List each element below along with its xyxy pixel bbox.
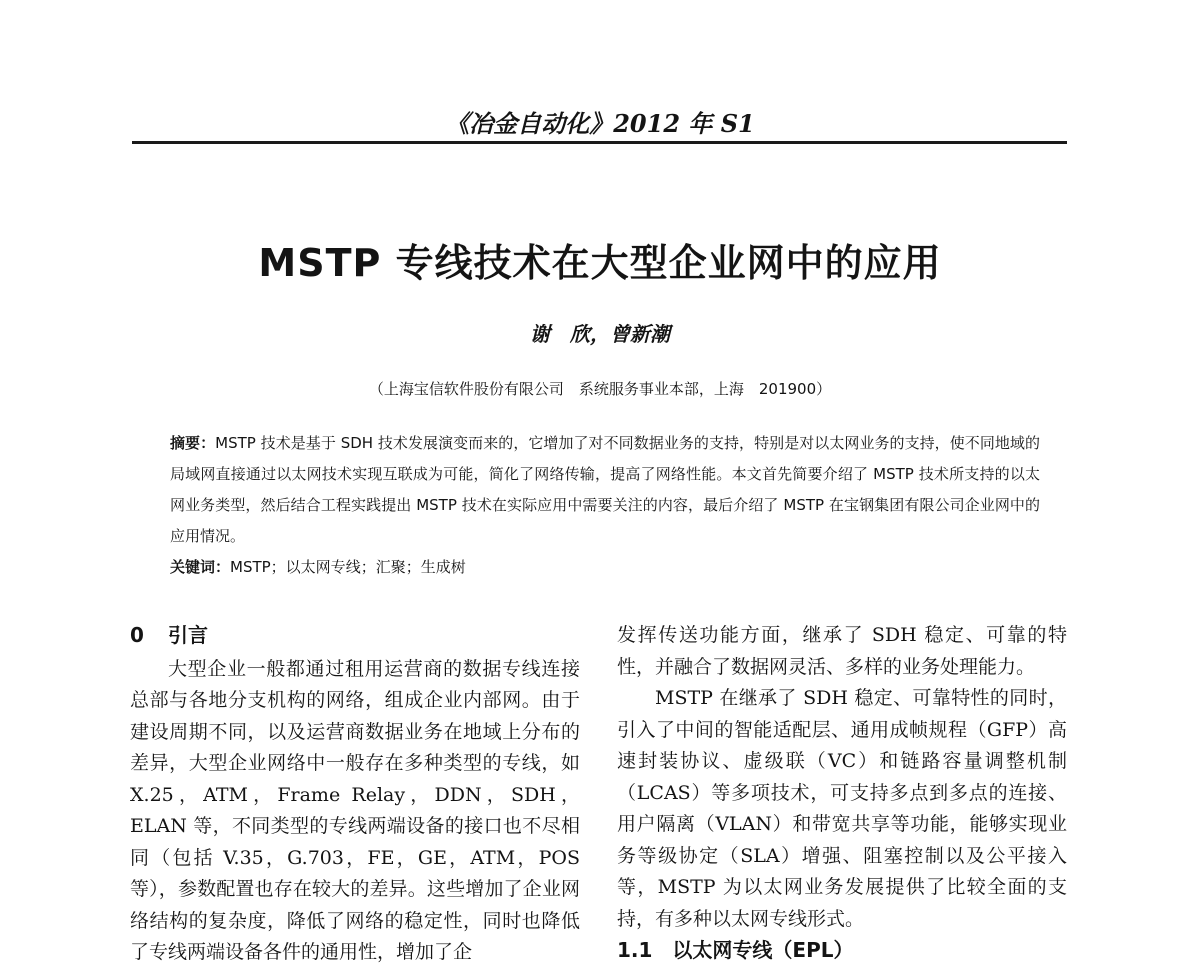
paper-authors: 谢 欣，曾新潮 — [530, 322, 670, 346]
paper-affiliation: （上海宝信软件股份有限公司 系统服务事业本部，上海 201900） — [368, 380, 832, 398]
abstract-paragraph — [170, 428, 1040, 552]
keywords-label: 关键词： — [170, 558, 231, 576]
header-rule — [132, 141, 1067, 144]
section-number: 0 — [130, 623, 144, 647]
left-column — [130, 620, 580, 969]
section-title: 引言 — [168, 623, 208, 647]
keywords-line — [170, 552, 1040, 583]
abstract-label: 摘要： — [170, 434, 216, 452]
keywords-text: MSTP；以太网专线；汇聚；生成树 — [230, 558, 466, 576]
subsection-heading-epl: 1.1 以太网专线（EPL） — [617, 938, 854, 962]
body-paragraph: 发挥传送功能方面，继承了 SDH 稳定、可靠的特性，并融合了数据网灵活、多样的业务处理能力。 — [617, 624, 1067, 678]
body-paragraph: 大型企业一般都通过租用运营商的数据专线连接总部与各地分支机构的网络，组成企业内部网。由于建设周期不同，以及运营商数据业务在地域上分布的差异，大型企业网络中一般存在多种类型的专线，如 X.25，ATM，Frame Relay，DDN，SDH，ELAN 等，不同类型的专线两端设备的接口也不尽相同（包括 V.35，G.703，FE，GE，ATM，POS 等），参数配置也存在较大的差异。这些增加了企业网络结构的复杂度，降低了网络的稳定性，同时也降低了专线两端设备各件的通用性，增加了企 — [130, 657, 580, 963]
section-heading-introduction — [130, 620, 580, 652]
abstract-text: MSTP 技术是基于 SDH 技术发展演变而来的，它增加了对不同数据业务的支持，特别是对以太网业务的支持，使不同地域的局域网直接通过以太网技术实现互联成为可能，简化了网络传输，提高了网络性能。本文首先简要介绍了 MSTP 技术所支持的以太网业务类型，然后结合工程实践提出 MSTP 技术在实际应用中需要关注的内容，最后介绍了 MSTP 在宝钢集团有限公司企业网中的应用情况。 — [170, 434, 1040, 545]
body-paragraph: MSTP 在继承了 SDH 稳定、可靠特性的同时，引入了中间的智能适配层、通用成帧规程（GFP）高速封装协议、虚级联（VC）和链路容量调整机制（LCAS）等多项技术，可支持多点到多点的连接、用户隔离（VLAN）和带宽共享等功能，能够实现业务等级协定（SLA）增强、阻塞控制以及公平接入等，MSTP 为以太网业务发展提供了比较全面的支持，有多种以太网专线形式。 — [617, 687, 1067, 930]
right-column — [617, 620, 1067, 969]
abstract-block — [170, 428, 1040, 583]
journal-header: 《冶金自动化》2012 年 S1 — [445, 109, 755, 138]
paper-title: MSTP 专线技术在大型企业网中的应用 — [258, 241, 942, 285]
